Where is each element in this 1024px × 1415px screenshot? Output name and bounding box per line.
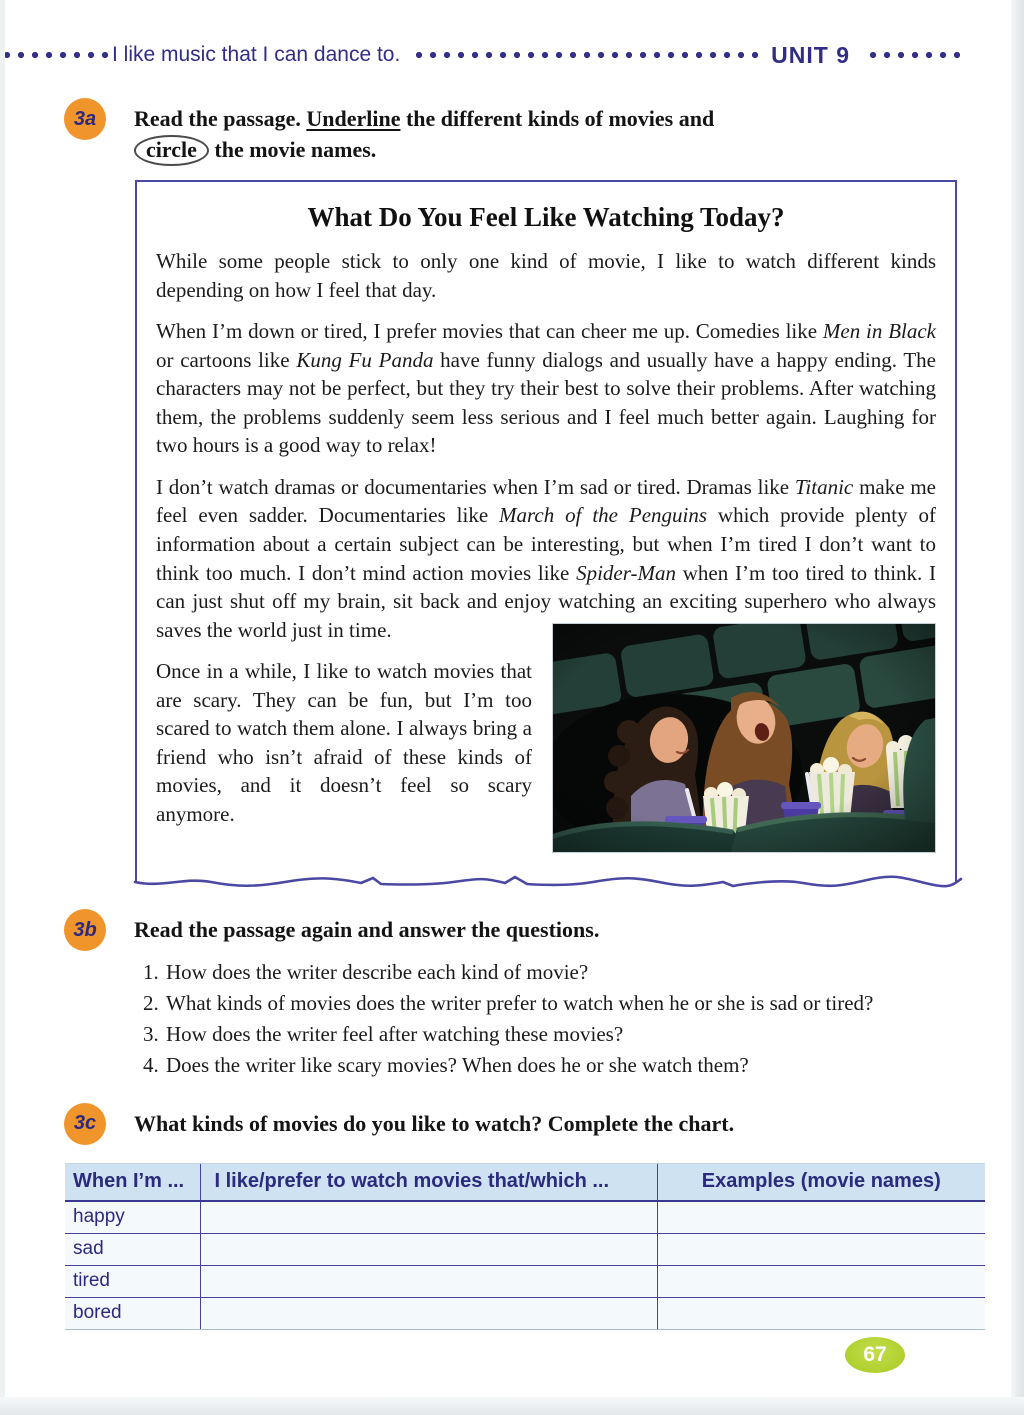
question-item: 1. How does the writer describe each kind of movie?: [164, 958, 976, 986]
section-3a-instruction: [134, 98, 714, 166]
chart-body: [65, 1201, 985, 1329]
chart-empty-cell: [200, 1201, 657, 1233]
page-header: [0, 42, 960, 68]
question-list: [134, 958, 976, 1080]
section-3c-badge: 3c: [64, 1103, 106, 1145]
chart-row-label: bored: [65, 1297, 200, 1329]
theater-photo: [552, 623, 936, 853]
question-item: 3. How does the writer feel after watching these movies?: [164, 1020, 976, 1048]
section-3c-instruction: What kinds of movies do you like to watch? Complete the chart.: [134, 1110, 735, 1136]
passage-paragraph: I don’t watch dramas or documentaries when I’m sad or tired. Dramas like Titanic make me feel even sadder. Documentaries like March of the Penguins which provide plenty of information about a certain subject can be interesting, but when I’m tired I don’t want to think too much. I don’t mind action movies like Spider-Man when I’m too tired to think. I can just shut off my brain, sit back and enjoy watching an exciting superhero who always saves the world just in time.: [156, 474, 937, 642]
instruction-text: the different kinds of movies and: [400, 106, 715, 131]
lesson-title: I like music that I can dance to.: [112, 43, 401, 66]
passage-body: [156, 247, 936, 828]
chart-row-label: happy: [65, 1201, 200, 1233]
chart-header-cell: I like/prefer to watch movies that/which ...: [200, 1163, 657, 1201]
chart-empty-cell: [657, 1233, 985, 1265]
section-3b-instruction: Read the passage again and answer the questions.: [134, 917, 600, 943]
chart-header-row: [65, 1163, 985, 1201]
section-3a-badge: 3a: [64, 98, 106, 140]
passage-paragraph: While some people stick to only one kind of movie, I like to watch different kinds depending on how I feel that day.: [156, 249, 936, 302]
page-edge-bottom: [0, 1397, 1024, 1415]
chart-header-cell: When I’m ...: [65, 1163, 200, 1201]
dotted-rule: [0, 51, 112, 59]
section-3c: [64, 1103, 960, 1145]
chart-header-cell: Examples (movie names): [657, 1163, 985, 1201]
passage-paragraph: Once in a while, I like to watch movies that are scary. They can be fun, but I’m too scared to watch them alone. I always bring a friend who isn’t afraid of these kinds of movies, and it doesn’t feel so scary anymore.: [156, 659, 532, 826]
page-edge-right: [1011, 0, 1024, 1415]
chart-empty-cell: [200, 1233, 657, 1265]
underline-word: Underline: [306, 106, 401, 131]
chart-row-label: sad: [65, 1233, 200, 1265]
movie-chart: [65, 1163, 985, 1330]
passage-paragraph: When I’m down or tired, I prefer movies that can cheer me up. Comedies like Men in Black or cartoons like Kung Fu Panda have funny dialogs and usually have a happy ending. The characters may not be perfect, but they try their best to solve their problems. After watching them, the problems suddenly seem less serious and I feel much better again. Laughing for two hours is a good way to relax!: [156, 319, 936, 458]
section-3b-badge: 3b: [64, 909, 106, 951]
chart-empty-cell: [657, 1297, 985, 1329]
chart-empty-cell: [657, 1265, 985, 1297]
chart-row: [65, 1297, 985, 1329]
section-3a: [64, 98, 960, 166]
unit-label: UNIT 9: [771, 41, 850, 68]
instruction-text: the movie names.: [208, 136, 377, 162]
chart-row-label: tired: [65, 1265, 200, 1297]
circled-word: circle: [134, 135, 209, 166]
dotted-rule: [412, 51, 761, 59]
chart-row: [65, 1265, 985, 1297]
section-3b: [64, 909, 960, 1082]
chart-empty-cell: [200, 1297, 657, 1329]
chart-empty-cell: [657, 1201, 985, 1233]
dotted-rule: [866, 51, 960, 59]
instruction-text: Read the passage.: [134, 106, 307, 131]
torn-edge-line: [133, 874, 963, 890]
question-item: 4. Does the writer like scary movies? When does he or she watch them?: [164, 1051, 976, 1079]
question-item: 2. What kinds of movies does the writer prefer to watch when he or she is sad or tired?: [164, 989, 976, 1017]
chart-row: [65, 1233, 985, 1265]
chart-row: [65, 1201, 985, 1233]
passage-box: [135, 180, 957, 883]
passage-title: What Do You Feel Like Watching Today?: [307, 202, 785, 233]
chart-empty-cell: [200, 1265, 657, 1297]
page-number-badge: 67: [845, 1337, 905, 1373]
page-edge-left: [0, 0, 5, 1415]
